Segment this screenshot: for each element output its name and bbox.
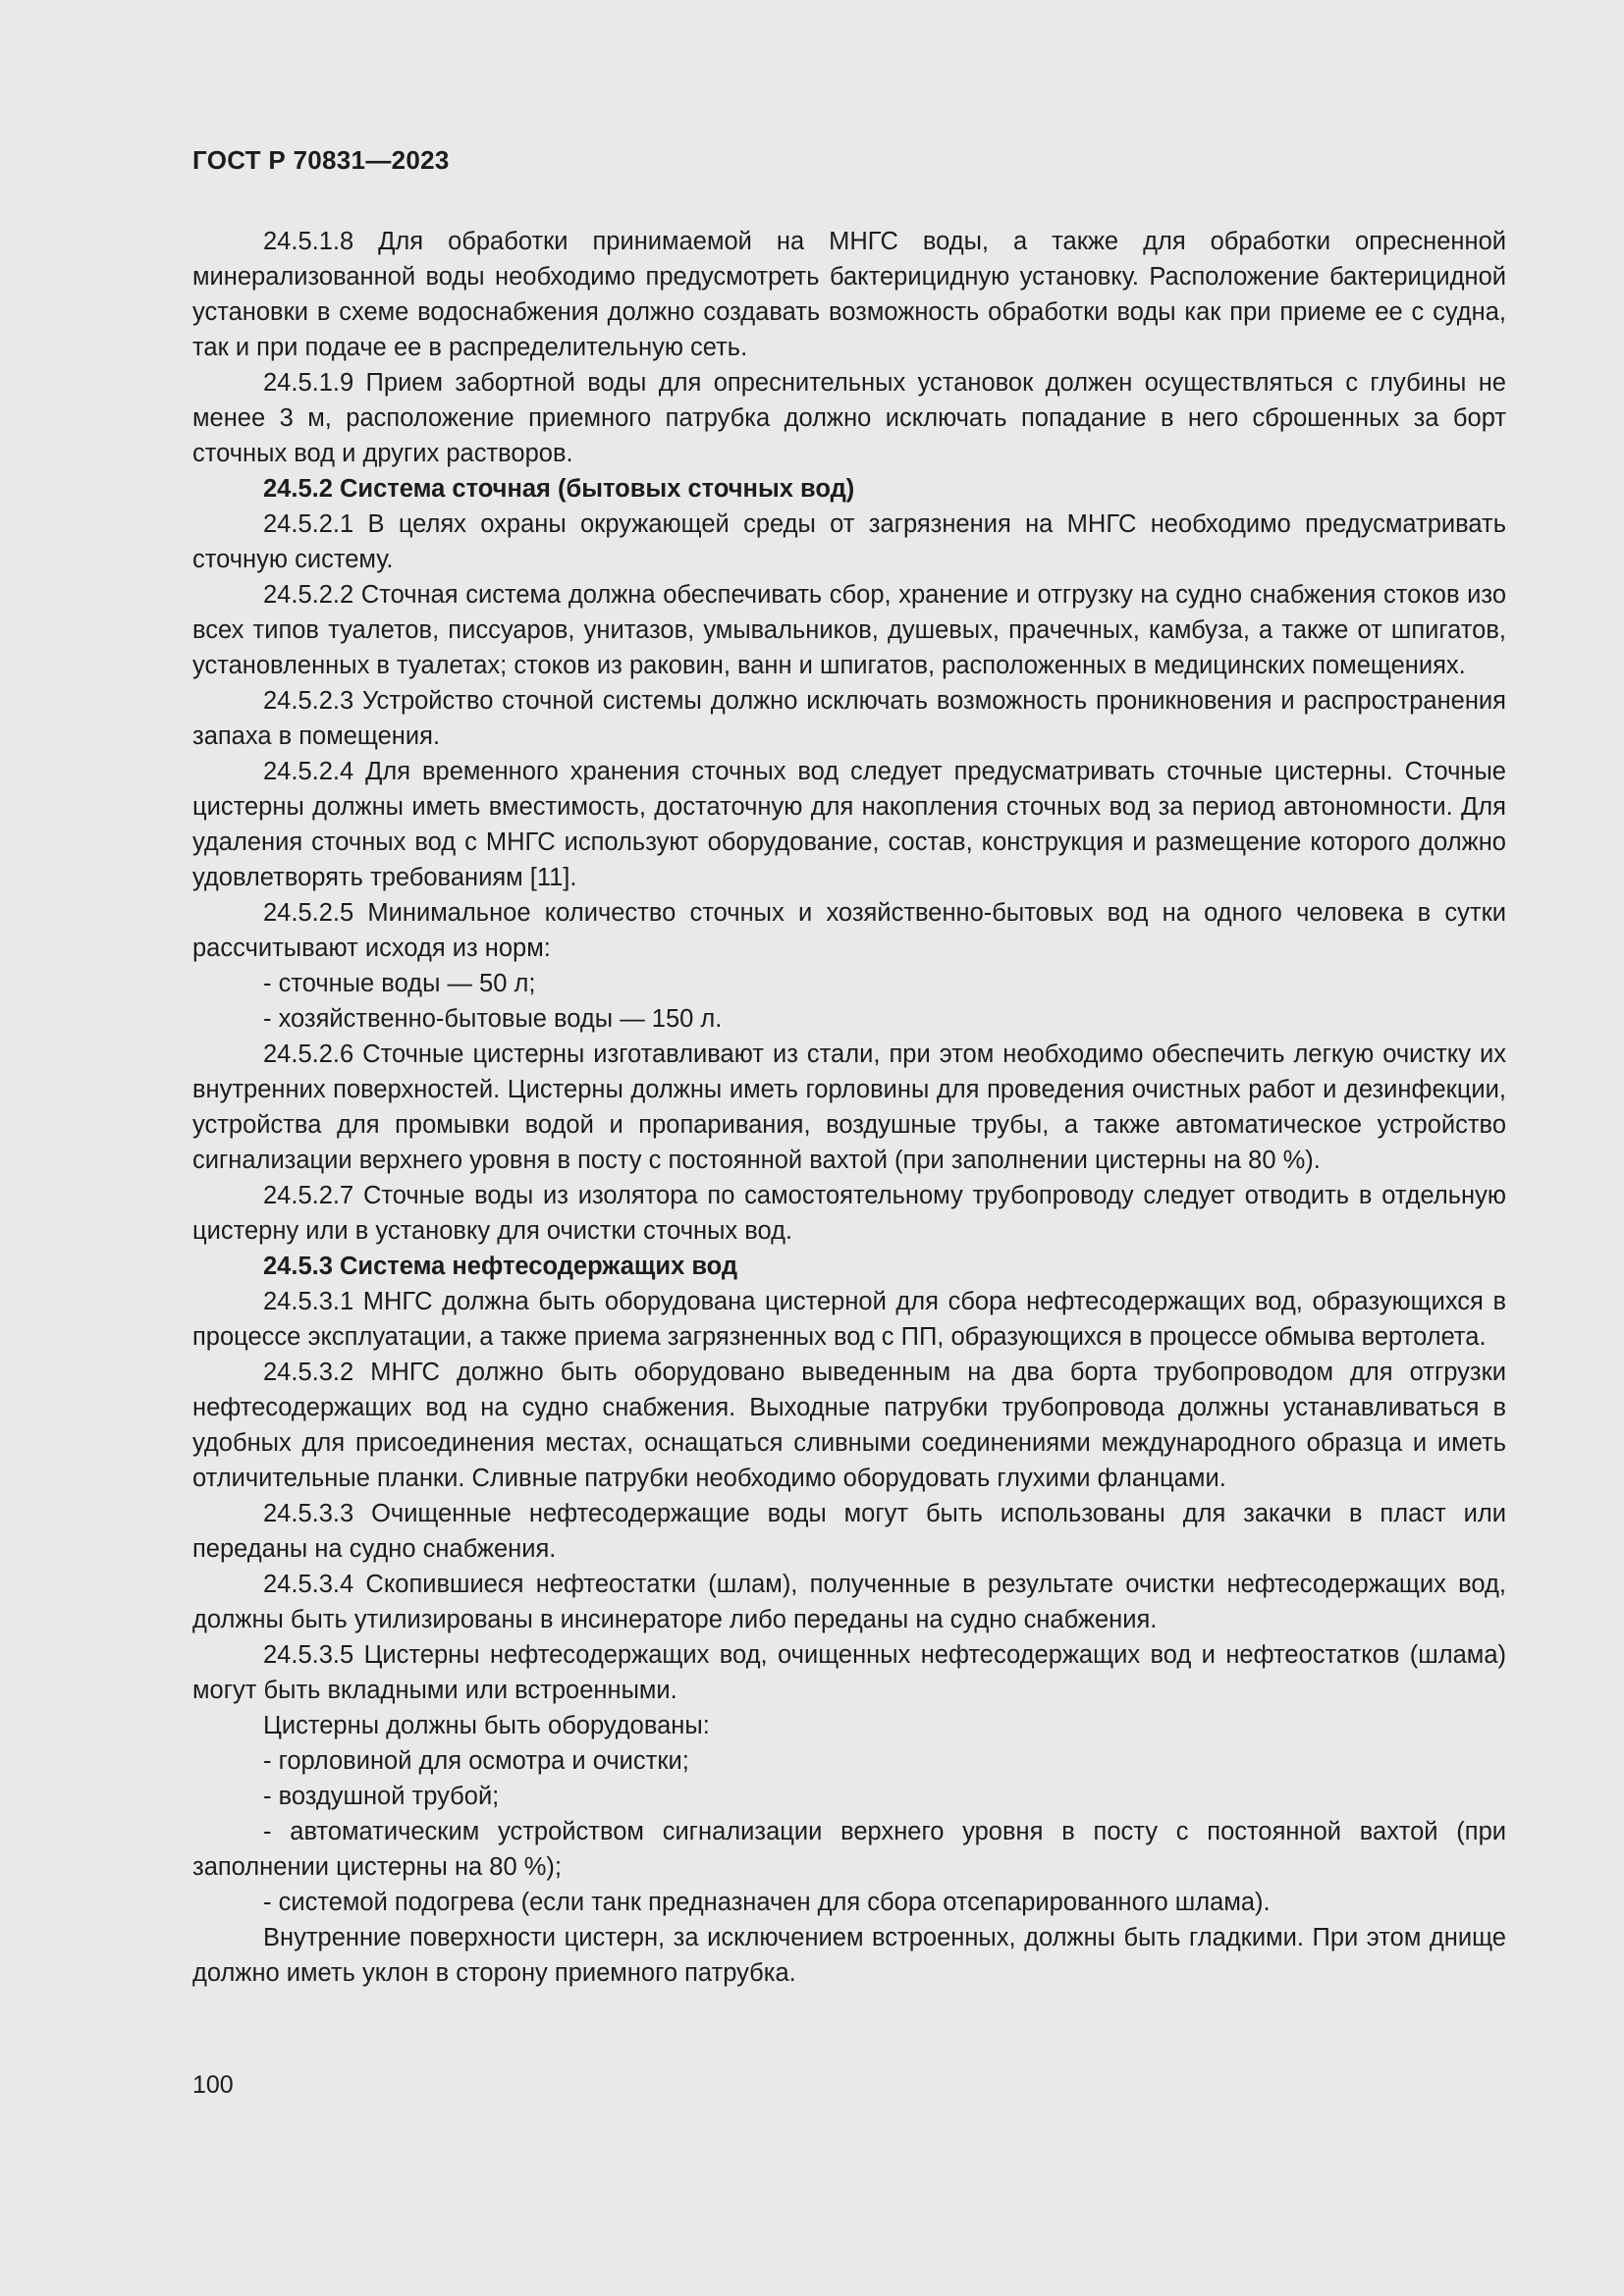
paragraph: 24.5.1.9 Прием забортной воды для опреснительных установок должен осуществляться с глубины не менее 3 м, расположение приемного патрубка должно исключать попадание в него сброшенных за борт сточных вод и других растворов. [192,369,1506,467]
paragraph: 24.5.2.3 Устройство сточной системы должно исключать возможность проникновения и распространения запаха в помещения. [192,687,1506,750]
paragraph: 24.5.3.3 Очищенные нефтесодержащие воды могут быть использованы для закачки в пласт или переданы на судно снабжения. [192,1500,1506,1563]
page-number: 100 [192,2071,234,2099]
paragraph: - хозяйственно-бытовые воды — 150 л. [263,1005,723,1033]
paragraph: 24.5.2.5 Минимальное количество сточных и хозяйственно-бытовых вод на одного человека в сутки рассчитывают исходя из норм: [192,899,1506,962]
paragraph: - сточные воды — 50 л; [263,970,536,997]
paragraph: Внутренние поверхности цистерн, за исключением встроенных, должны быть гладкими. При этом днище должно иметь уклон в сторону приемного патрубка. [192,1924,1506,1987]
paragraph: 24.5.3.5 Цистерны нефтесодержащих вод, очищенных нефтесодержащих вод и нефтеостатков (шлама) могут быть вкладными или встроенными. [192,1641,1506,1704]
paragraph: 24.5.2.1 В целях охраны окружающей среды от загрязнения на МНГС необходимо предусматривать сточную систему. [192,510,1506,573]
document-header: ГОСТ Р 70831—2023 [192,145,450,175]
paragraph: 24.5.2.7 Сточные воды из изолятора по самостоятельному трубопроводу следует отводить в отдельную цистерну или в установку для очистки сточных вод. [192,1182,1506,1245]
paragraph: 24.5.3.2 МНГС должно быть оборудовано выведенным на два борта трубопроводом для отгрузки нефтесодержащих вод на судно снабжения. Выходные патрубки трубопровода должны устанавливаться в удобных для присоединения местах, оснащаться сливными соединениями международного образца и иметь отличительные планки. Сливные патрубки необходимо оборудовать глухими фланцами. [192,1359,1506,1492]
paragraph: - воздушной трубой; [263,1783,500,1810]
paragraph: 24.5.2.4 Для временного хранения сточных вод следует предусматривать сточные цистерны. Сточные цистерны должны иметь вместимость, достаточную для накопления сточных вод за период автономности. Для удаления сточных вод с МНГС используют оборудование, состав, конструкция и размещение которого должно удовлетворять требованиям [11]. [192,758,1506,891]
paragraph: - системой подогрева (если танк предназначен для сбора отсепарированного шлама). [263,1889,1271,1916]
paragraph: Цистерны должны быть оборудованы: [263,1712,710,1739]
paragraph: 24.5.2.2 Сточная система должна обеспечивать сбор, хранение и отгрузку на судно снабжения стоков изо всех типов туалетов, писсуаров, унитазов, умывальников, душевых, прачечных, камбуза, а также от шпигатов, установленных в туалетах; стоков из раковин, ванн и шпигатов, расположенных в медицинских помещениях. [192,581,1506,679]
paragraph: 24.5.2.6 Сточные цистерны изготавливают из стали, при этом необходимо обеспечить легкую очистку их внутренних поверхностей. Цистерны должны иметь горловины для проведения очистных работ и дезинфекции, устройства для промывки водой и пропаривания, воздушные трубы, а также автоматическое устройство сигнализации верхнего уровня в посту с постоянной вахтой (при заполнении цистерны на 80 %). [192,1041,1506,1174]
paragraph: - горловиной для осмотра и очистки; [263,1747,689,1775]
paragraph: 24.5.3.4 Скопившиеся нефтеостатки (шлам), полученные в результате очистки нефтесодержащих вод, должны быть утилизированы в инсинераторе либо переданы на судно снабжения. [192,1571,1506,1633]
section-heading: 24.5.3 Система нефтесодержащих вод [263,1253,738,1280]
paragraph: 24.5.3.1 МНГС должна быть оборудована цистерной для сбора нефтесодержащих вод, образующихся в процессе эксплуатации, а также приема загрязненных вод с ПП, образующихся в процессе обмыва вертолета. [192,1288,1506,1351]
paragraph: - автоматическим устройством сигнализации верхнего уровня в посту с постоянной вахтой (при заполнении цистерны на 80 %); [192,1818,1506,1881]
paragraph: 24.5.1.8 Для обработки принимаемой на МНГС воды, а также для обработки опресненной минерализованной воды необходимо предусмотреть бактерицидную установку. Расположение бактерицидной установки в схеме водоснабжения должно создавать возможность обработки воды как при приеме ее с судна, так и при подаче ее в распределительную сеть. [192,228,1506,361]
document-body [192,224,1506,1991]
section-heading: 24.5.2 Система сточная (бытовых сточных вод) [263,475,855,503]
